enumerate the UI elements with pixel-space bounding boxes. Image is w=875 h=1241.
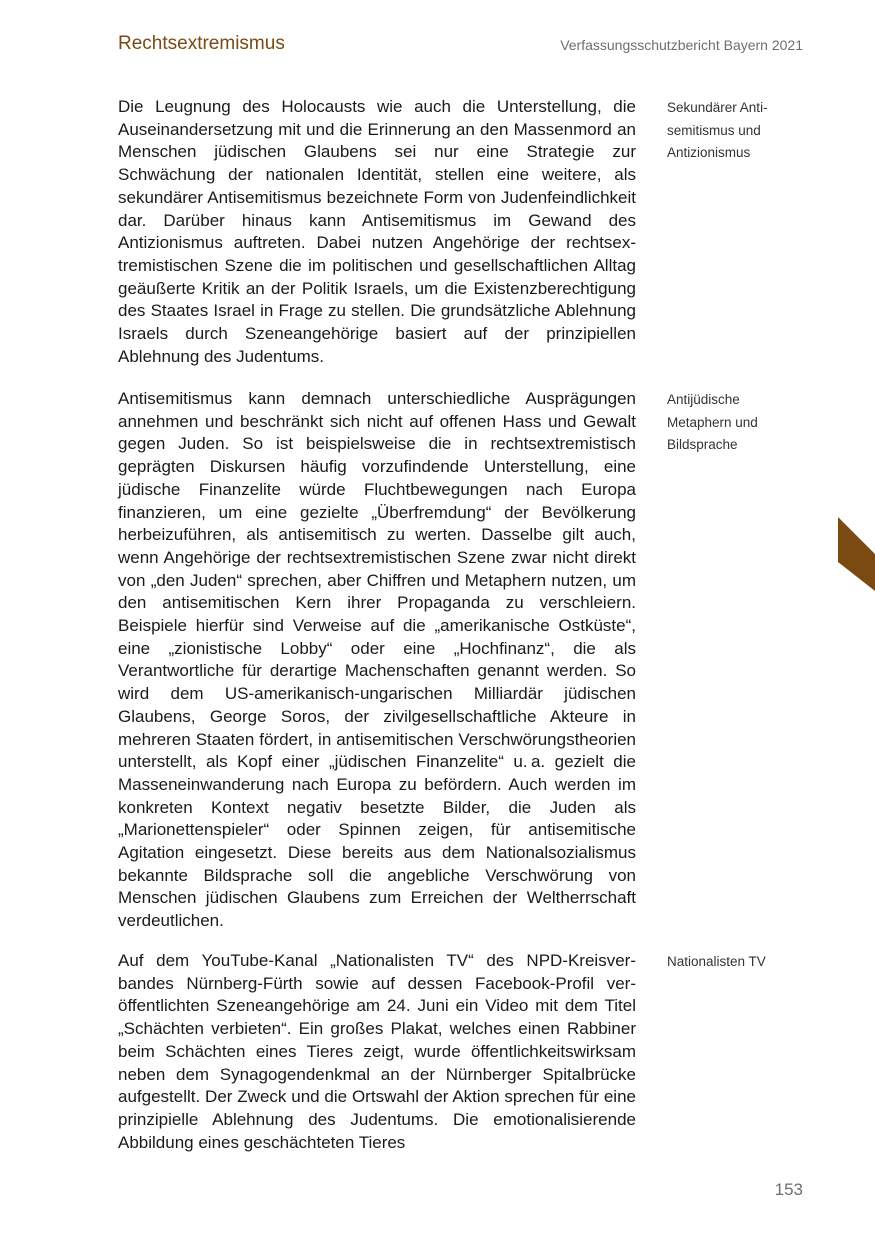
- chapter-tab-marker: [838, 517, 875, 591]
- page-number: 153: [774, 1180, 803, 1199]
- paragraph-antijewish-metaphors: Antisemitismus kann demnach unterschiedliche Ausprägungen annehmen und beschränkt sich nicht auf offenen Hass und Gewalt gegen Juden. So ist beispielsweise die in rechtsextremistisch geprägten Diskursen häufig vorzufindende Unterstellung, eine jüdische Finanzelite würde Fluchtbewegungen nach Europa finanzieren, um eine gezielte „Überfremdung“ der Bevölkerung herbeizuführen, als antisemitisch zu werten. Dasselbe gilt auch, wenn Angehörige der rechtsextremistischen Szene zwar nicht direkt von „den Juden“ sprechen, aber Chiffren und Metaphern nutzen, um den antisemitischen Kern ihrer Propaganda zu verschleiern. Beispiele hierfür sind Verweise auf die „amerikanische Ostküste“, eine „zionistische Lobby“ oder eine „Hochfinanz“, die als Verantwortliche für derartige Machenschaften genannt werden. So wird dem US-amerikanisch-ungarischen Milliardär jüdischen Glaubens, George Soros, der zivilgesellschaftliche Akteure in mehreren Staaten fördert, in antisemitischen Verschwörungstheorien unterstellt, als Kopf einer „jüdischen Finanzelite“ u. a. gezielt die Masseneinwanderung nach Europa zu befördern. Auch werden im konkreten Kontext negativ besetzte Bilder, die Juden als „Marionettenspieler“ oder Spinnen zeigen, für antisemitische Agitation eingesetzt. Diese bereits aus dem Nationalsozialismus bekannte Bildsprache soll die angebliche Verschwörung von Menschen jüdischen Glaubens zum Erreichen der Weltherrschaft verdeutlichen.: [118, 389, 636, 931]
- paragraph-secondary-antisemitism: Die Leugnung des Holocausts wie auch die Unterstellung, die Auseinandersetzung mit und die Erinnerung an den Massenmord an Menschen jüdischen Glaubens sei nur eine Strategie zur Schwächung der nationalen Identität, stellen eine weitere, als sekundärer Antisemitismus bezeichnete Form von Judenfeindlichkeit dar. Darüber hinaus kann Antisemitismus im Gewand des Antizionismus auftreten. Dabei nutzen Angehörige der rechtsextremistischen Szene die im politischen und gesellschaftlichen Alltag geäußerte Kritik an der Politik Israels, um die Existenzberechtigung des Staates Israel in Frage zu stellen. Die grundsätzliche Ablehnung Israels durch Szeneangehörige basiert auf der prinzipiellen Ablehnung des Judentums.: [118, 97, 636, 366]
- sidenote-nationalisten-tv: Nationalisten TV: [667, 954, 766, 969]
- sidenote-antijewish-metaphors: Antijüdische Metaphern und Bildsprache: [667, 392, 758, 452]
- chapter-tab-shape: [838, 517, 875, 591]
- publication-title: Verfassungsschutzbericht Bayern 2021: [560, 37, 803, 53]
- paragraph-nationalisten-tv: Auf dem YouTube-Kanal „Nationalisten TV“ des NPD-Kreisverbandes Nürnberg-Fürth sowie auf dessen Facebook-Profil veröffentlichten Szeneangehörige am 24. Juni ein Video mit dem Titel „Schächten verbieten“. Ein großes Plakat, welches einen Rabbiner beim Schächten eines Tieres zeigt, wurde öffentlichkeitswirksam neben dem Synagogendenkmal an der Nürnberger Spitalbrücke aufgestellt. Der Zweck und die Ortswahl der Aktion sprechen für eine prinzipielle Ablehnung des Judentums. Die emotionalisierende Abbildung eines geschächteten Tieres: [118, 951, 636, 1152]
- sidenote-secondary-antisemitism: Sekundärer Antisemitismus und Antizionismus: [667, 100, 768, 160]
- section-title: Rechtsextremismus: [118, 33, 285, 54]
